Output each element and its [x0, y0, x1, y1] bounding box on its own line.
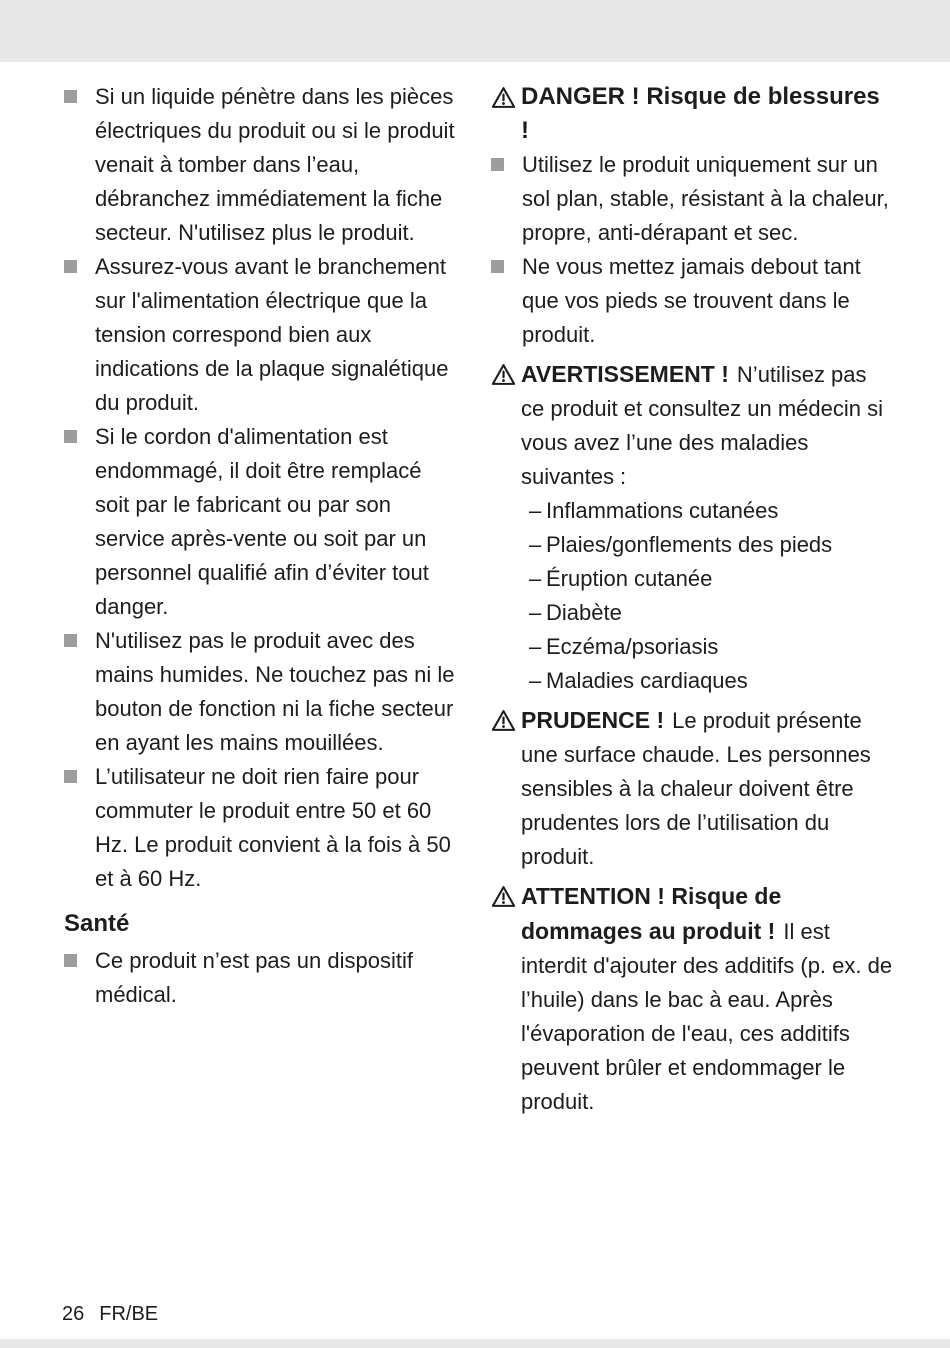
- page-content: [64, 80, 894, 1119]
- dash-list-item: [529, 630, 894, 664]
- square-bullet-icon: [64, 770, 77, 783]
- top-gray-band: [0, 0, 950, 62]
- left-column: [64, 80, 461, 1119]
- warning-triangle-icon: [491, 86, 516, 109]
- warning-triangle-icon: [491, 363, 516, 386]
- list-item: [64, 760, 461, 896]
- square-bullet-icon: [64, 260, 77, 273]
- dash-marker: –: [529, 532, 542, 557]
- attention-title: ATTENTION ! Risque de dommages au produit !: [521, 883, 782, 944]
- list-item: [491, 148, 894, 250]
- page-number: 26: [62, 1303, 85, 1325]
- dash-marker: –: [529, 668, 542, 693]
- dash-list-item: [529, 664, 894, 698]
- dash-text: Maladies cardiaques: [546, 668, 748, 693]
- dash-list-item: [529, 528, 894, 562]
- dash-list-item: [529, 494, 894, 528]
- warning-triangle-icon: [491, 709, 516, 732]
- list-item: [491, 250, 894, 352]
- list-item: [64, 80, 461, 250]
- bullet-text: Ce produit n’est pas un dispositif médical.: [95, 948, 413, 1007]
- bullet-text: Utilisez le produit uniquement sur un sol plan, stable, résistant à la chaleur, propre, anti-dérapant et sec.: [522, 152, 889, 245]
- section-heading-sante: Santé: [64, 910, 130, 937]
- bullet-text: L’utilisateur ne doit rien faire pour commuter le produit entre 50 et 60 Hz. Le produit convient à la fois à 50 et à 60 Hz.: [95, 764, 451, 891]
- dash-marker: –: [529, 498, 542, 523]
- dash-list-item: [529, 562, 894, 596]
- bullet-text: Si le cordon d'alimentation est endommagé, il doit être remplacé soit par le fabricant ou par son service après-vente ou soit par un personnel qualifié afin d’éviter tout danger.: [95, 424, 429, 619]
- avertissement-title: AVERTISSEMENT !: [521, 361, 729, 387]
- avertissement-paragraph: [491, 357, 894, 494]
- square-bullet-icon: [64, 430, 77, 443]
- bullet-text: Assurez-vous avant le branchement sur l'alimentation électrique que la tension correspond bien aux indications de la plaque signalétique du produit.: [95, 254, 449, 415]
- avertissement-body: N’utilisez pas ce produit et consultez un médecin si vous avez l’une des maladies suivantes :: [521, 362, 883, 489]
- bullet-text: Si un liquide pénètre dans les pièces électriques du produit ou si le produit venait à tomber dans l’eau, débranchez immédiatement la fiche secteur. N'utilisez plus le produit.: [95, 84, 455, 245]
- square-bullet-icon: [491, 158, 504, 171]
- dash-marker: –: [529, 634, 542, 659]
- list-item: [64, 250, 461, 420]
- dash-text: Eczéma/psoriasis: [546, 634, 719, 659]
- dash-marker: –: [529, 600, 542, 625]
- bullet-text: N'utilisez pas le produit avec des mains humides. Ne touchez pas ni le bouton de fonction ni la fiche secteur en ayant les mains mouillées.: [95, 628, 455, 755]
- list-item: [64, 420, 461, 624]
- warning-triangle-icon: [491, 885, 516, 908]
- dash-text: Éruption cutanée: [546, 566, 713, 591]
- dash-marker: –: [529, 566, 542, 591]
- danger-heading: [491, 80, 894, 148]
- square-bullet-icon: [64, 90, 77, 103]
- list-item: [64, 944, 461, 1012]
- prudence-paragraph: [491, 703, 894, 874]
- list-item: [64, 624, 461, 760]
- page-locale: FR/BE: [99, 1303, 159, 1325]
- attention-paragraph: [491, 879, 894, 1119]
- bullet-text: Ne vous mettez jamais debout tant que vos pieds se trouvent dans le produit.: [522, 254, 861, 347]
- square-bullet-icon: [491, 260, 504, 273]
- dash-text: Inflammations cutanées: [546, 498, 779, 523]
- prudence-title: PRUDENCE !: [521, 707, 665, 733]
- square-bullet-icon: [64, 634, 77, 647]
- right-column: [491, 80, 894, 1119]
- bottom-gray-band: [0, 1339, 950, 1348]
- page-footer: [62, 1302, 158, 1326]
- dash-list-item: [529, 596, 894, 630]
- dash-text: Plaies/gonflements des pieds: [546, 532, 833, 557]
- attention-body: Il est interdit d'ajouter des additifs (p. ex. de l’huile) dans le bac à eau. Après l'évaporation de l'eau, ces additifs peuvent brûler et endommager le produit.: [521, 919, 893, 1114]
- dash-text: Diabète: [546, 600, 622, 625]
- square-bullet-icon: [64, 954, 77, 967]
- prudence-body: Le produit présente une surface chaude. Les personnes sensibles à la chaleur doivent être prudentes lors de l’utilisation du produit.: [521, 708, 871, 869]
- danger-title: DANGER ! Risque de blessures !: [521, 83, 880, 144]
